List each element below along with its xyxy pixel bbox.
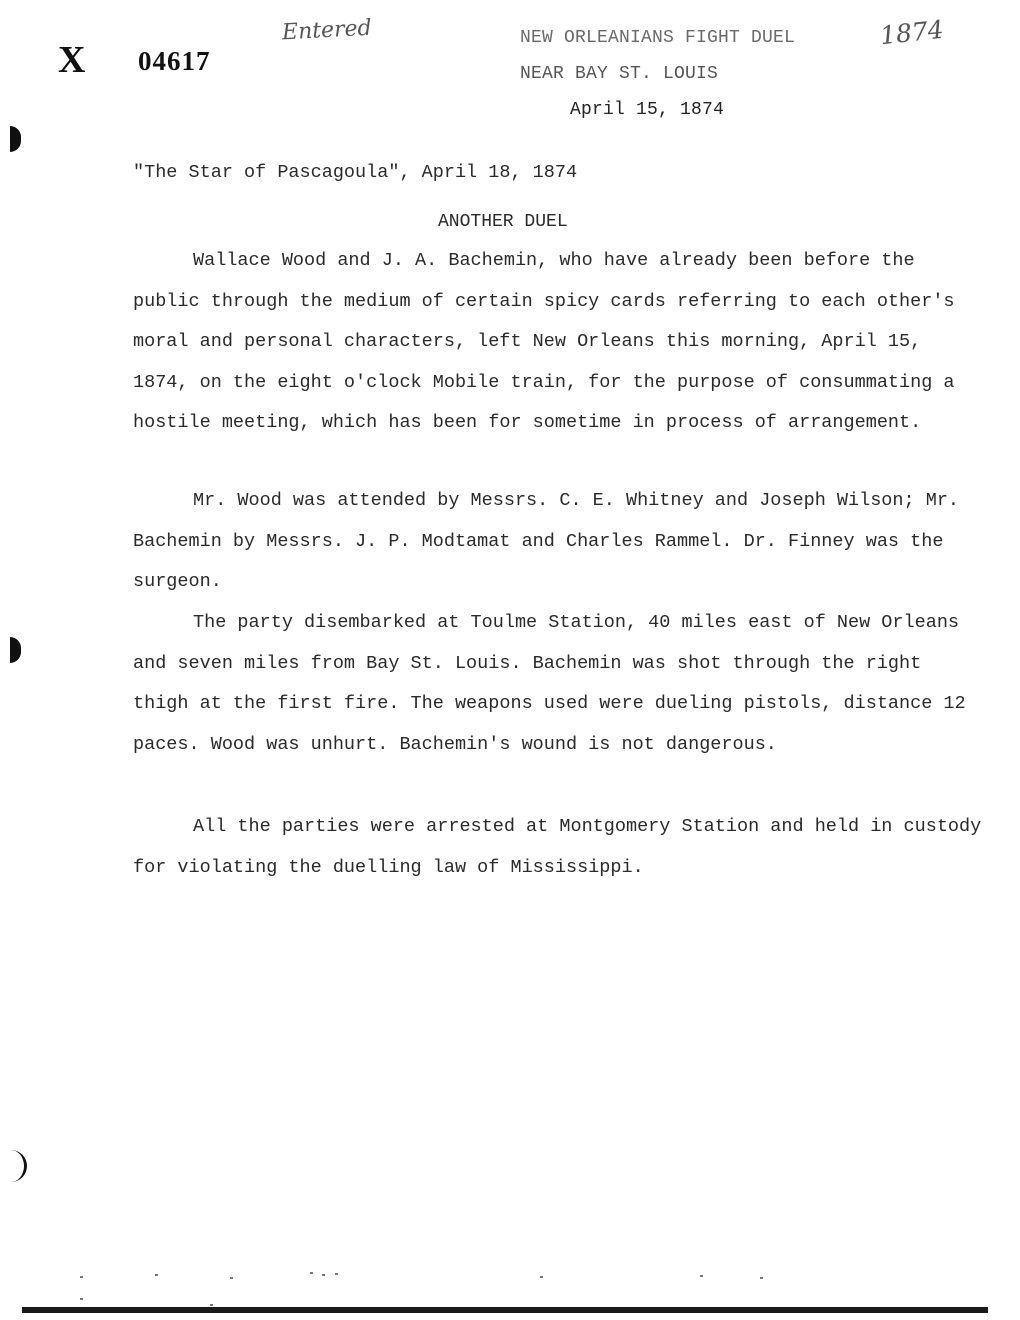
article-paragraph: Wallace Wood and J. A. Bachemin, who have already been before the public through the medium of certain spicy cards referring to each other's moral and personal characters, left New Orleans this morning, April 15, 1874, on the eight o'clock Mobile train, for the purpose of consummating a hostile meeting, which has been for sometime in process of arrangement. xyxy=(133,250,955,433)
punch-hole-mark xyxy=(10,1150,27,1182)
article-headline: ANOTHER DUEL xyxy=(438,212,568,232)
handwritten-year-note: 1874 xyxy=(878,14,945,51)
document-title-line-2: NEAR BAY ST. LOUIS xyxy=(520,64,719,84)
scan-specks xyxy=(60,1268,960,1308)
page-bottom-edge xyxy=(22,1307,988,1313)
handwritten-entered-note: Entered xyxy=(281,15,373,46)
article-paragraph: All the parties were arrested at Montgomery Station and held in custody for violating the duelling law of Mississippi. xyxy=(133,816,982,878)
document-date: April 15, 1874 xyxy=(570,100,725,120)
document-title-line-1: NEW ORLEANIANS FIGHT DUEL xyxy=(520,28,796,48)
punch-hole-mark xyxy=(10,126,21,152)
source-citation: "The Star of Pascagoula", April 18, 1874 xyxy=(133,162,578,183)
article-paragraph: Mr. Wood was attended by Messrs. C. E. Whitney and Joseph Wilson; Mr. Bachemin by Messrs. J. P. Modtamat and Charles Rammel. Dr. Finney was the surgeon. xyxy=(133,490,960,592)
article-paragraph: The party disembarked at Toulme Station, 40 miles east of New Orleans and seven miles from Bay St. Louis. Bachemin was shot through the right thigh at the first fire. The weapons used were dueling pistols, distance 12 paces. Wood was unhurt. Bachemin's wound is not dangerous. xyxy=(133,612,966,755)
catalog-mark: X xyxy=(58,39,86,81)
document-number: 04617 xyxy=(138,46,211,76)
punch-hole-mark xyxy=(10,637,21,663)
